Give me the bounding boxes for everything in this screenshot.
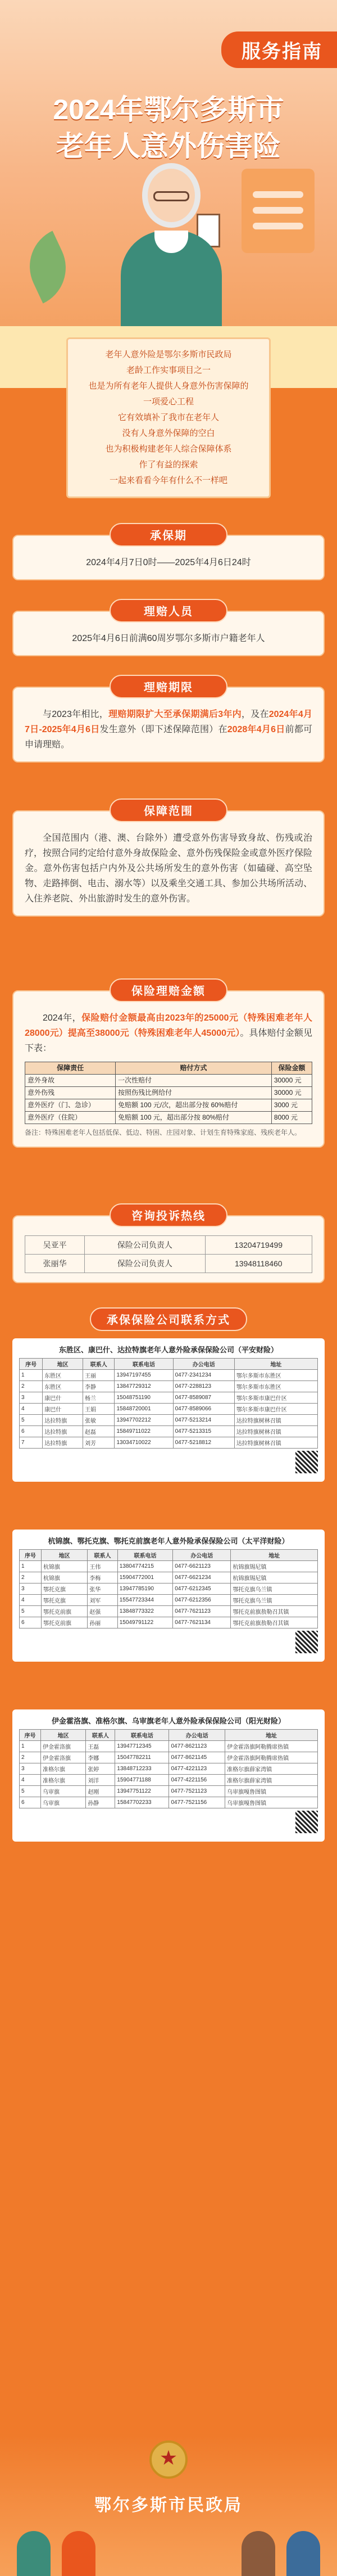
insured-section <box>0 599 337 656</box>
page-title-line2: 老年人意外伤害险 <box>56 130 281 162</box>
claim-period-heading: 理赔期限 <box>110 675 227 698</box>
qr-code-icon <box>295 1811 318 1833</box>
intro-line: 老龄工作实事项目之一 <box>126 366 211 375</box>
intro-box <box>66 337 271 498</box>
table-row: 2 伊金霍洛旗 李娜 15047782211 0477-8621145 伊金霍洛旗阿勒腾席热镇 <box>20 1752 318 1763</box>
intro-line: 它有效填补了我市在老年人 <box>117 413 219 422</box>
sum-text: 2024年，保险赔付金额最高由2023年的25000元（特殊困难老年人28000元）提高至38000元（特殊困难老年人45000元）。具体赔付金额见下表： <box>25 1013 312 1053</box>
table-row: 7 达拉特旗 刘芳 13034710022 0477-5218812 达拉特旗树林召镇 <box>20 1437 318 1449</box>
table-row: 4 康巴什 王娟 15848720001 0477-8589066 鄂尔多斯市康巴什区 <box>20 1404 318 1415</box>
hotline-section <box>0 1203 337 1283</box>
companies-heading: 承保保险公司联系方式 <box>90 1307 247 1331</box>
intro-line: 作了有益的探索 <box>139 460 198 470</box>
intro-line: 一起来看看今年有什么不一样吧 <box>109 476 227 485</box>
table-row: 3 准格尔旗 张婷 13848712233 0477-4221123 准格尔旗薛家湾镇 <box>20 1763 318 1775</box>
companies-section <box>0 1307 337 1331</box>
table-row: 6 鄂托克前旗 孙丽 15049791122 0477-7621134 鄂托克前旗敖勒召其镇 <box>20 1617 318 1628</box>
table-row: 6 达拉特旗 赵磊 15849711022 0477-5213315 达拉特旗树林召镇 <box>20 1426 318 1437</box>
company-block-title: 伊金霍洛旗、准格尔旗、乌审旗老年人意外险承保保险公司（阳光财险） <box>51 1717 285 1725</box>
intro-line: 也是为所有老年人提供人身意外伤害保障的 <box>88 381 249 391</box>
elderly-people-illustration <box>0 2525 337 2576</box>
hero-banner <box>0 0 337 388</box>
qr-code-icon <box>295 1451 318 1473</box>
phone-link[interactable]: 13204719499 <box>205 1236 312 1255</box>
table-row: 意外医疗（门、急诊） 免赔额 100 元/次，超出部分按 60%赔付 3000 元 <box>25 1099 312 1112</box>
company-block-title: 杭锦旗、鄂托克旗、鄂托克前旗老年人意外险承保保险公司（太平洋财险） <box>48 1537 289 1545</box>
benefit-table: 保障责任 赔付方式 保险金额 意外身故 一次性赔付 30000 元 意外伤残 按照伤残比例给付 30000 元 意外医疗（门、急诊） 免赔额 100 元/次，超出部分按 60%赔付 3000 元 意外医疗（住院） 免赔额 100 元，超出部分按 80%赔付 8000 元 <box>25 1062 312 1124</box>
table-row: 张丽华 保险公司负责人 13948118460 <box>25 1255 312 1273</box>
bureau-emblem-icon <box>149 2440 188 2479</box>
sum-section <box>0 978 337 1148</box>
hotline-heading: 咨询投诉热线 <box>110 1203 227 1227</box>
contact-table: 序号 地区 联系人 联系电话 办公电话 地址 1 伊金霍洛旗 王磊 13947712345 0477-8621123 伊金霍洛旗阿勒腾席热镇 2 伊金霍洛旗 李娜 15047782211 0477-8621145 伊金霍洛旗阿勒腾席热镇 3 准格尔旗 张婷 13848712233 0477-4221123 准格尔旗薛家湾镇 4 准格尔旗 刘洋 15904771188 0477-4221156 准格尔旗薛家湾镇 5 乌审旗 赵刚 13947751122 0477-7521123 乌审旗嘎鲁图镇 6 乌审旗 孙静 15847702233 0477-7521156 乌审旗嘎鲁图镇 <box>19 1729 318 1808</box>
coverage-text: 全国范围内（港、澳、台除外）遭受意外伤害导致身故、伤残或治疗，按照合同约定给付意外身故保险金、意外伤残保险金或意外医疗保险金。意外伤害包括户内外及公共场所发生的意外伤害（如磕碰、高空坠物、走路摔倒、电击、溺水等）以及乘坐交通工具、参加公共场所活动、入住养老院、外出旅游时发生的意外伤害。 <box>25 833 313 904</box>
phone-link[interactable]: 13948118460 <box>205 1255 312 1273</box>
insured-text: 2025年4月6日前满60周岁鄂尔多斯市户籍老年人 <box>72 634 265 643</box>
table-row: 5 乌审旗 赵刚 13947751122 0477-7521123 乌审旗嘎鲁图镇 <box>20 1786 318 1797</box>
footer <box>0 2435 337 2576</box>
sum-note: 备注：特殊困难老年人包括低保、低边、特困、庄园对象、计划生育特殊家庭、残疾老年人。 <box>25 1129 302 1136</box>
contact-table: 序号 地区 联系人 联系电话 办公电话 地址 1 杭锦旗 王伟 13804774215 0477-6621123 杭锦旗锡尼镇 2 杭锦旗 李梅 15904772001 0477-6621234 杭锦旗锡尼镇 3 鄂托克旗 张华 13947785190 0477-6212345 鄂托克旗乌兰镇 4 鄂托克旗 刘军 15547723344 0477-6212356 鄂托克旗乌兰镇 5 鄂托克前旗 赵强 13848773322 0477-7621123 鄂托克前旗敖勒召其镇 6 鄂托克前旗 孙丽 15049791122 0477-7621134 鄂托克前旗敖勒召其镇 <box>19 1549 318 1628</box>
intro-line: 也为积极构建老年人综合保障体系 <box>105 444 232 454</box>
table-row: 意外伤残 按照伤残比例给付 30000 元 <box>25 1087 312 1099</box>
qr-code-icon <box>295 1631 318 1653</box>
table-row: 2 杭锦旗 李梅 15904772001 0477-6621234 杭锦旗锡尼镇 <box>20 1572 318 1584</box>
sum-heading: 保险理赔金额 <box>110 978 227 1002</box>
table-row: 1 杭锦旗 王伟 13804774215 0477-6621123 杭锦旗锡尼镇 <box>20 1561 318 1572</box>
intro-line: 老年人意外险是鄂尔多斯市民政局 <box>105 350 232 359</box>
company-block-title: 东胜区、康巴什、达拉特旗老年人意外险承保保险公司（平安财险） <box>58 1346 278 1354</box>
table-row: 5 鄂托克前旗 赵强 13848773322 0477-7621123 鄂托克前旗敖勒召其镇 <box>20 1606 318 1617</box>
table-row: 5 达拉特旗 张敏 13947702212 0477-5213214 达拉特旗树林召镇 <box>20 1415 318 1426</box>
contact-table: 序号 地区 联系人 联系电话 办公电话 地址 1 东胜区 王丽 13947197455 0477-2341234 鄂尔多斯市东胜区 2 东胜区 李静 13847729312 0477-2288123 鄂尔多斯市东胜区 3 康巴什 杨兰 15048751190 0477-8589087 鄂尔多斯市康巴什区 4 康巴什 王娟 15848720001 0477-8589066 鄂尔多斯市康巴什区 5 达拉特旗 张敏 13947702212 0477-5213214 达拉特旗树林召镇 6 达拉特旗 赵磊 15849711022 0477-5213315 达拉特旗树林召镇 7 达拉特旗 刘芳 13034710022 0477-5218812 达拉特旗树林召镇 <box>19 1358 318 1449</box>
table-row: 6 乌审旗 孙静 15847702233 0477-7521156 乌审旗嘎鲁图镇 <box>20 1797 318 1808</box>
elderly-woman-illustration <box>115 152 227 337</box>
company-block-sunshine <box>12 1709 325 1842</box>
table-row: 3 康巴什 杨兰 15048751190 0477-8589087 鄂尔多斯市康巴什区 <box>20 1392 318 1404</box>
leaf-icon <box>17 231 79 303</box>
company-block-cpic <box>12 1530 325 1662</box>
intro-line: 一项爱心工程 <box>143 397 194 407</box>
hotline-table <box>25 1235 312 1273</box>
decorative-card-icon <box>242 169 315 253</box>
period-heading: 承保期 <box>110 523 227 547</box>
table-row: 吴亚平 保险公司负责人 13204719499 <box>25 1236 312 1255</box>
intro-line: 没有人身意外保障的空白 <box>122 428 215 438</box>
coverage-section <box>0 798 337 917</box>
service-guide-tag: 服务指南 <box>221 31 337 68</box>
coverage-heading: 保障范围 <box>110 798 227 822</box>
insured-heading: 理赔人员 <box>110 599 227 622</box>
period-section <box>0 523 337 580</box>
table-row: 意外身故 一次性赔付 30000 元 <box>25 1075 312 1087</box>
table-row: 1 东胜区 王丽 13947197455 0477-2341234 鄂尔多斯市东胜区 <box>20 1370 318 1381</box>
period-text: 2024年4月7日0时——2025年4月6日24时 <box>86 558 251 567</box>
table-row: 4 鄂托克旗 刘军 15547723344 0477-6212356 鄂托克旗乌兰镇 <box>20 1595 318 1606</box>
bureau-name: 鄂尔多斯市民政局 <box>94 2496 243 2515</box>
table-row: 3 鄂托克旗 张华 13947785190 0477-6212345 鄂托克旗乌兰镇 <box>20 1584 318 1595</box>
company-block-pingan <box>12 1338 325 1482</box>
table-row: 1 伊金霍洛旗 王磊 13947712345 0477-8621123 伊金霍洛旗阿勒腾席热镇 <box>20 1741 318 1752</box>
page-title-line1: 2024年鄂尔多斯市 <box>53 94 284 125</box>
claim-period-section <box>0 675 337 763</box>
table-row: 2 东胜区 李静 13847729312 0477-2288123 鄂尔多斯市东胜区 <box>20 1381 318 1392</box>
table-row: 意外医疗（住院） 免赔额 100 元，超出部分按 80%赔付 8000 元 <box>25 1112 312 1124</box>
claim-period-text: 与2023年相比，理赔期限扩大至承保期满后3年内，及在2024年4月7日-2025年4月6日发生意外（即下述保障范围）在2028年4月6日前都可申请理赔。 <box>25 710 312 750</box>
table-row: 4 准格尔旗 刘洋 15904771188 0477-4221156 准格尔旗薛家湾镇 <box>20 1775 318 1786</box>
